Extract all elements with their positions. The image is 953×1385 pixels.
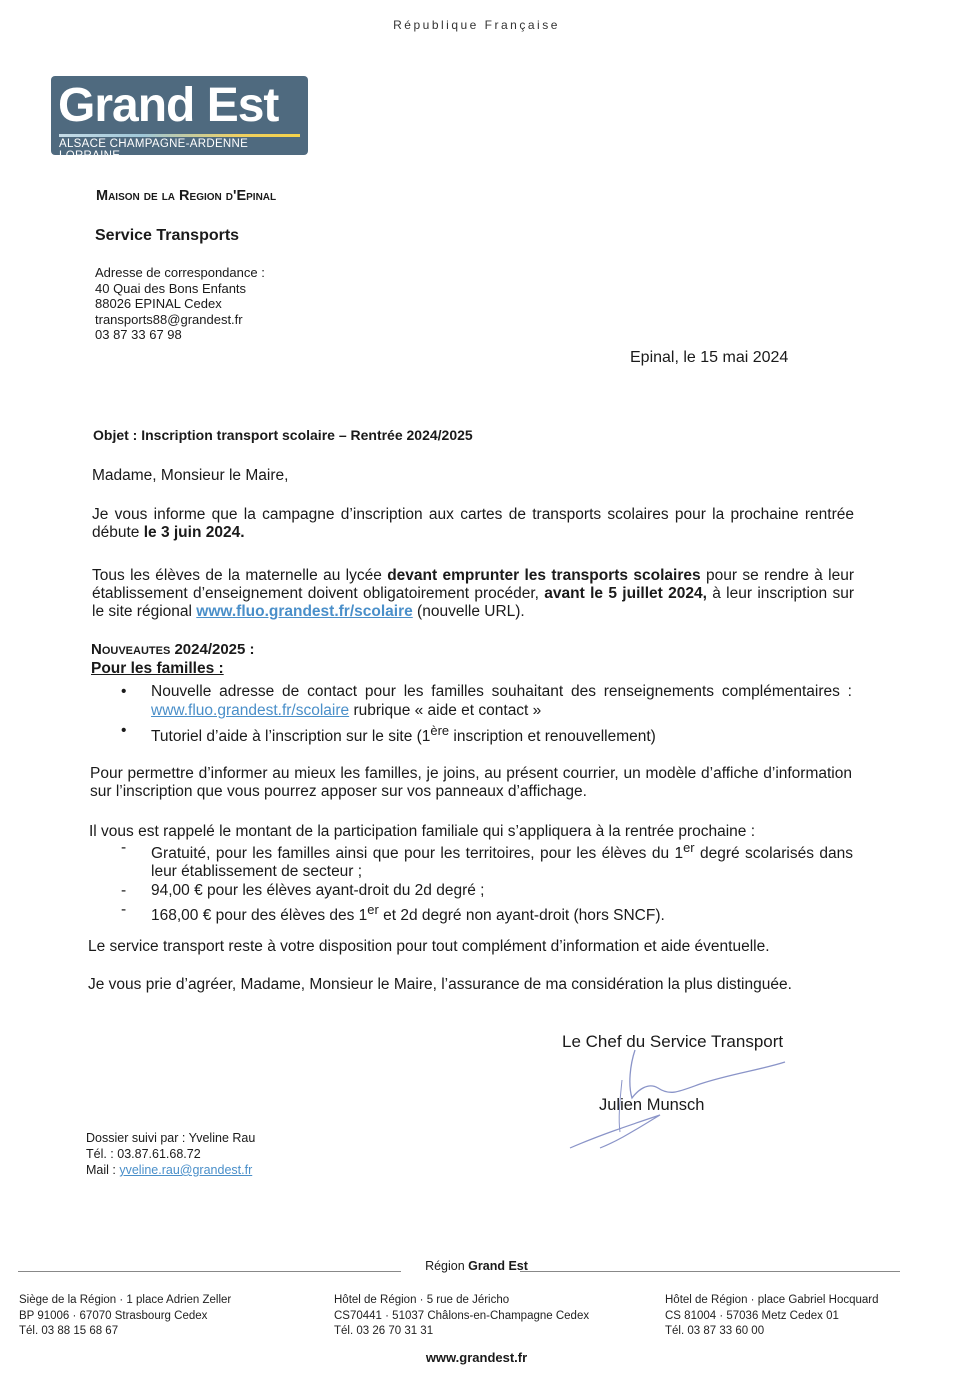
correspondence-address — [95, 265, 265, 343]
address-line2: 88026 EPINAL Cedex — [95, 296, 222, 311]
list-item — [118, 901, 853, 925]
dash-text: Gratuité, pour les familles ainsi que pour les territoires, pour les élèves du 1 — [151, 845, 684, 863]
letter-date: Epinal, le 15 mai 2024 — [630, 349, 789, 366]
footer-region-prefix: Région — [425, 1259, 469, 1273]
footer-line: Tél. 03 26 70 31 31 — [334, 1325, 434, 1337]
dash-text: 168,00 € pour des élèves des 1 — [151, 907, 368, 925]
paragraph-eleves — [92, 567, 854, 621]
footer-region — [0, 1259, 953, 1273]
address-phone: 03 87 33 67 98 — [95, 327, 182, 342]
mail-label: Mail : — [86, 1163, 120, 1177]
footer-line: CS 81004 · 57036 Metz Cedex 01 — [665, 1309, 839, 1322]
bullet-mark: • — [121, 722, 127, 739]
dash-text: degré scolarisés dans leur établissement de secteur ; — [151, 845, 853, 881]
address-line1: 40 Quai des Bons Enfants — [95, 280, 247, 296]
bullet-text: Tutoriel d’aide à l’inscription sur le site (1 — [151, 728, 431, 746]
p2-t3: à leur inscription sur le site régional — [92, 585, 854, 620]
footer-line: Tél. 03 88 15 68 67 — [19, 1325, 119, 1337]
dossier-mail-row — [86, 1162, 255, 1178]
dash-text: et 2d degré non ayant-droit (hors SNCF). — [378, 907, 665, 925]
footer-line: Tél. 03 87 33 60 00 — [665, 1325, 765, 1337]
paragraph-disposition: Le service transport reste à votre disposition pour tout complément d’information et aide éventuelle. — [88, 938, 770, 955]
dossier-suivi: Dossier suivi par : Yveline Rau — [86, 1131, 256, 1145]
p2-t4: (nouvelle URL). — [412, 603, 525, 620]
salutation: Madame, Monsieur le Maire, — [92, 467, 289, 484]
fluo-link[interactable]: www.fluo.grandest.fr/scolaire — [196, 603, 413, 620]
superscript: ère — [430, 723, 450, 738]
fee-list — [118, 839, 853, 926]
dash-text: 94,00 € pour les élèves ayant-droit du 2d degré ; — [151, 882, 485, 900]
list-item — [118, 682, 852, 720]
signatory-name: Julien Munsch — [599, 1096, 705, 1114]
fluo-link[interactable]: www.fluo.grandest.fr/scolaire — [151, 702, 350, 719]
p1-date: le 3 juin 2024. — [143, 524, 245, 541]
republique-francaise: République Française — [393, 18, 560, 32]
letter-subject: Objet : Inscription transport scolaire – Rentrée 2024/2025 — [93, 427, 473, 443]
grand-est-logo — [51, 76, 308, 162]
footer-address-strasbourg — [19, 1293, 231, 1340]
paragraph-affiche: Pour permettre d’informer au mieux les familles, je joins, au présent courrier, un modèle d’affiche d’information sur l’inscription que vous pourrez apposer sur vos panneaux d’affichage. — [90, 765, 852, 800]
p2-t2: pour se rendre à leur établissement d’enseignement doivent obligatoirement procéder, — [92, 567, 854, 602]
p1-text: Je vous informe que la campagne d’inscription aux cartes de transports scolaires pour la prochaine rentrée débute — [92, 506, 854, 541]
list-item — [118, 839, 853, 881]
footer-line: CS70441 · 51037 Châlons-en-Champagne Cedex — [334, 1309, 590, 1322]
dossier-contact — [86, 1130, 255, 1178]
paragraph-campaign — [92, 506, 854, 542]
superscript: er — [367, 902, 379, 918]
paragraph-closing: Je vous prie d’agréer, Madame, Monsieur le Maire, l’assurance de ma considération la plus distinguée. — [88, 976, 792, 993]
p2-t1: Tous les élèves de la maternelle au lycée — [92, 567, 388, 584]
footer-website-link[interactable]: www.grandest.fr — [425, 1350, 528, 1365]
bullet-list — [118, 682, 852, 747]
footer-address-chalons — [334, 1293, 589, 1340]
bullet-text: rubrique « aide et contact » — [349, 702, 542, 719]
p2-deadline: avant le 5 juillet 2024, — [544, 585, 707, 602]
paragraph-participation: Il vous est rappelé le montant de la participation familiale qui s’appliquera à la rentrée prochaine : — [89, 823, 756, 840]
bullet-text: Nouvelle adresse de contact pour les familles souhaitant des renseignements complémentaires : — [151, 683, 852, 700]
logo-color-bar — [59, 134, 300, 137]
superscript: er — [683, 840, 695, 855]
p2-b1: devant emprunter les transports scolaires — [387, 567, 701, 584]
logo-wordmark: Grand Est — [58, 79, 279, 132]
dash-mark: - — [121, 882, 127, 900]
service-name: Service Transports — [95, 227, 240, 244]
dash-mark: - — [121, 901, 127, 919]
nouveautes-heading: Nouveautes 2024/2025 : — [91, 641, 255, 658]
familles-heading: Pour les familles : — [91, 660, 224, 677]
dossier-tel: Tél. : 03.87.61.68.72 — [86, 1147, 201, 1161]
footer-line: Siège de la Région · 1 place Adrien Zeller — [19, 1294, 232, 1306]
footer-line: Hôtel de Région · 5 rue de Jéricho — [334, 1294, 510, 1306]
signatory-title: Le Chef du Service Transport — [562, 1032, 784, 1051]
footer-line: BP 91006 · 67070 Strasbourg Cedex — [19, 1309, 208, 1322]
list-item — [118, 882, 853, 900]
list-item — [118, 721, 852, 746]
address-label: Adresse de correspondance : — [95, 265, 265, 280]
footer-address-metz — [665, 1293, 879, 1340]
address-email[interactable]: transports88@grandest.fr — [95, 311, 243, 327]
bullet-mark: • — [121, 683, 127, 700]
bullet-text: inscription et renouvellement) — [449, 728, 656, 746]
dash-mark: - — [121, 839, 127, 856]
footer-line: Hôtel de Région · place Gabriel Hocquard — [665, 1294, 879, 1306]
logo-subtitle: ALSACE CHAMPAGNE-ARDENNE LORRAINE — [59, 138, 249, 162]
maison-region: Maison de la Region d'Epinal — [96, 188, 277, 204]
dossier-mail-link[interactable]: yveline.rau@grandest.fr — [119, 1163, 253, 1177]
footer-region-name: Grand Est — [468, 1259, 528, 1273]
